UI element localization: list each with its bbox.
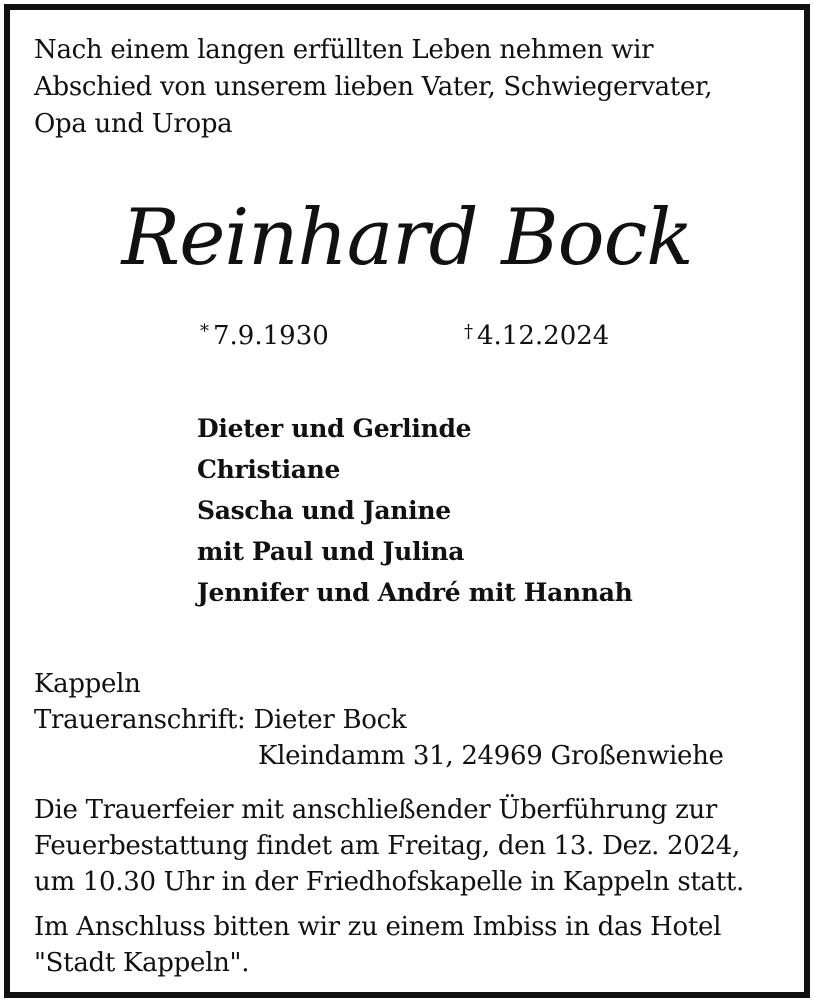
intro-text [34, 32, 712, 143]
ceremony-line: Feuerbestattung findet am Freitag, den 13. Dez. 2024, [34, 831, 740, 861]
death-date-value: 4.12.2024 [477, 321, 610, 351]
ceremony-text [34, 792, 744, 900]
deceased-name: Reinhard Bock [121, 193, 693, 283]
mourner-line: Christiane [197, 455, 341, 484]
obituary-notice [4, 4, 810, 998]
mourner-line: mit Paul und Julina [197, 537, 465, 566]
death-cross-icon: † [464, 321, 473, 342]
place-name: Kappeln [34, 669, 141, 699]
address-street: Kleindamm 31, 24969 Großenwiehe [258, 741, 724, 771]
closing-line: Im Anschluss bitten wir zu einem Imbiss in das Hotel [34, 912, 722, 942]
intro-line: Abschied von unserem lieben Vater, Schwiegervater, [34, 72, 713, 102]
intro-line: Opa und Uropa [34, 109, 233, 139]
mourning-address [34, 666, 724, 774]
mourner-line: Dieter und Gerlinde [197, 414, 472, 443]
closing-line: "Stadt Kappeln". [34, 948, 250, 978]
mourners-list [197, 408, 633, 613]
address-label: Traueranschrift: Dieter Bock [34, 705, 407, 735]
birth-date-value: 7.9.1930 [213, 321, 329, 351]
ceremony-line: um 10.30 Uhr in der Friedhofskapelle in Kappeln statt. [34, 867, 745, 897]
death-date [464, 318, 609, 354]
ceremony-line: Die Trauerfeier mit anschließender Überführung zur [34, 795, 718, 825]
mourner-line: Sascha und Janine [197, 496, 451, 525]
intro-line: Nach einem langen erfüllten Leben nehmen wir [34, 35, 654, 65]
closing-text [34, 909, 721, 981]
birth-date [200, 318, 329, 354]
birth-star-icon: * [200, 321, 209, 342]
mourner-line: Jennifer und André mit Hannah [197, 578, 633, 607]
